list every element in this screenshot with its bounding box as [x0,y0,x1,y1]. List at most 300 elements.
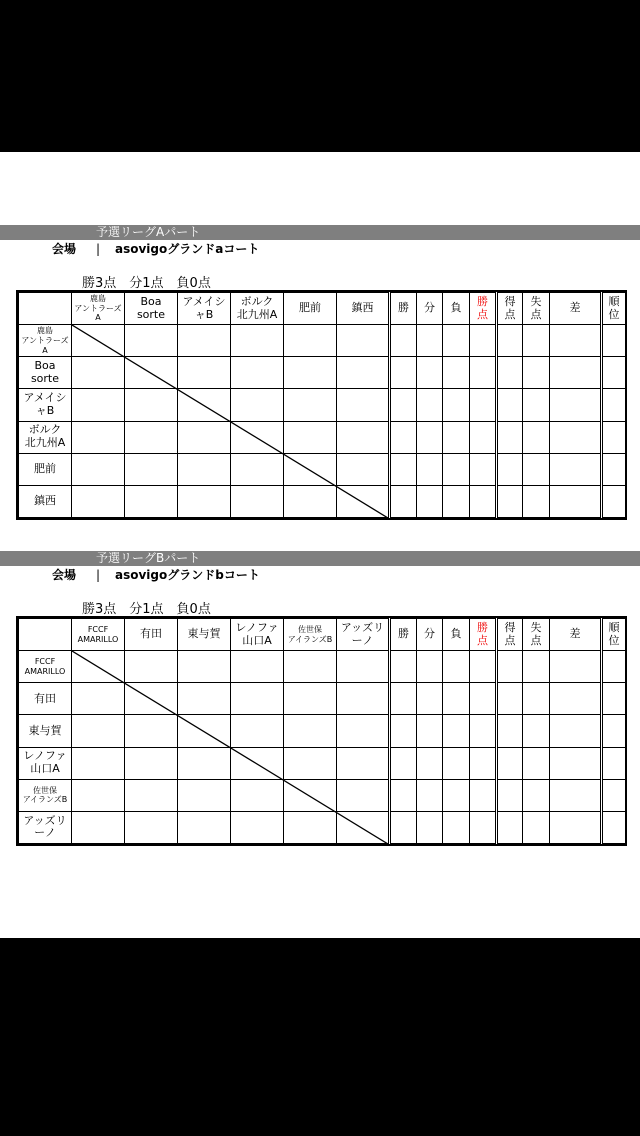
table-row [19,421,626,453]
stat-column-header [497,293,523,325]
stat-cell[interactable] [523,389,550,421]
cell-text: FCCF [87,624,109,634]
venue-name: asovigoグランドbコート [115,568,260,582]
table-row [19,357,626,389]
match-result-cell[interactable] [231,421,284,453]
cell-text: ボルク [28,423,62,437]
cell-text: 点 [504,633,516,647]
stat-cell[interactable] [443,453,470,485]
stat-cell[interactable] [390,651,417,683]
match-result-cell[interactable] [178,485,231,517]
points-rule-text: 勝3点 分1点 負0点 [82,602,211,617]
stat-cell[interactable] [470,389,497,421]
league-a-section [0,225,640,508]
cell-text: 鹿島 [37,326,53,336]
stat-cell[interactable] [443,651,470,683]
stat-cell[interactable] [390,715,417,747]
stat-cell[interactable] [470,453,497,485]
match-result-cell[interactable] [72,453,125,485]
stat-cell[interactable] [390,779,417,811]
match-result-cell[interactable] [284,683,337,715]
cell-text: アッズリーノ [340,620,385,647]
cell-text: 負 [450,301,462,315]
stat-cell[interactable] [390,389,417,421]
cell-text: 佐世保 [33,785,57,795]
stat-cell[interactable] [390,325,417,357]
cell-text: アメイシャB [23,391,67,417]
match-result-cell[interactable] [337,779,390,811]
stat-column-header [602,293,626,325]
cell-text: 得 [504,620,516,634]
cell-text: 有田 [34,691,56,705]
match-result-cell[interactable] [337,747,390,779]
table-row [19,779,626,811]
cell-text: 差 [569,301,581,315]
cell-text: 山口A [242,633,272,647]
team-column-header [178,293,231,325]
match-result-cell[interactable] [337,715,390,747]
match-result-cell[interactable] [72,715,125,747]
table-row [19,811,626,843]
team-row-header [19,389,72,421]
stat-cell[interactable] [602,389,626,421]
stat-cell[interactable] [470,325,497,357]
team-column-header [284,293,337,325]
team-column-header [284,619,337,651]
standings-table [18,292,626,518]
stat-cell[interactable] [443,389,470,421]
stat-column-header [417,293,443,325]
stat-cell[interactable] [417,325,443,357]
cell-text: 失 [530,620,542,634]
stat-cell[interactable] [417,683,443,715]
stat-cell[interactable] [602,683,626,715]
team-row-header [19,421,72,453]
match-result-cell[interactable] [125,357,178,389]
cell-text: 勝 [398,627,409,641]
match-result-cell[interactable] [284,715,337,747]
stat-cell[interactable] [417,485,443,517]
match-result-cell[interactable] [72,651,125,683]
stat-cell[interactable] [602,357,626,389]
match-result-cell[interactable] [284,811,337,843]
cell-text: 順 [608,620,620,634]
team-row-header [19,779,72,811]
match-result-cell[interactable] [337,325,390,357]
match-result-cell[interactable] [72,747,125,779]
cell-text: 位 [608,307,620,321]
league-b-grid [16,616,627,846]
stat-cell[interactable] [443,485,470,517]
match-result-cell[interactable] [178,811,231,843]
stat-cell[interactable] [497,651,523,683]
stat-cell[interactable] [550,683,602,715]
cell-text: sorte [136,307,166,321]
match-result-cell[interactable] [284,389,337,421]
stat-cell[interactable] [417,357,443,389]
match-result-cell[interactable] [72,325,125,357]
stat-column-header [550,293,602,325]
league-a-title: 予選リーグAパート [96,225,201,239]
cell-text: アイランズB [287,634,333,644]
stat-cell[interactable] [443,811,470,843]
stat-cell[interactable] [497,747,523,779]
stat-cell[interactable] [417,651,443,683]
match-result-cell[interactable] [72,485,125,517]
match-result-cell[interactable] [125,683,178,715]
team-column-header [125,293,178,325]
match-result-cell[interactable] [231,357,284,389]
match-result-cell[interactable] [178,715,231,747]
stat-cell[interactable] [602,325,626,357]
corner-cell [19,293,72,325]
cell-text: 差 [569,627,581,641]
league-a-grid [16,290,627,520]
league-b-section [0,551,640,840]
stat-cell[interactable] [550,421,602,453]
table-row [19,747,626,779]
stat-cell[interactable] [470,421,497,453]
stat-column-header [497,619,523,651]
match-result-cell[interactable] [284,453,337,485]
match-result-cell[interactable] [125,389,178,421]
team-row-header [19,747,72,779]
stat-cell[interactable] [550,389,602,421]
match-result-cell[interactable] [231,389,284,421]
stat-cell[interactable] [443,683,470,715]
cell-text: 勝 [477,620,488,634]
league-b-venue [0,566,640,584]
team-row-header [19,325,72,357]
match-result-cell[interactable] [72,779,125,811]
stat-column-header [443,619,470,651]
stat-cell[interactable] [390,453,417,485]
table-row [19,485,626,517]
match-result-cell[interactable] [337,683,390,715]
stat-cell[interactable] [417,421,443,453]
match-result-cell[interactable] [231,747,284,779]
league-a-venue [0,240,640,258]
stat-cell[interactable] [497,811,523,843]
cell-text: アイランズB [22,795,68,805]
cell-text: 失 [530,294,542,308]
cell-text: 点 [477,633,488,647]
cell-text: 分 [424,627,435,641]
match-result-cell[interactable] [178,325,231,357]
stat-cell[interactable] [523,453,550,485]
stat-cell[interactable] [390,683,417,715]
match-result-cell[interactable] [178,453,231,485]
table-row [19,651,626,683]
cell-text: レノファ [23,749,67,763]
match-result-cell[interactable] [178,651,231,683]
match-result-cell[interactable] [178,779,231,811]
match-result-cell[interactable] [337,811,390,843]
cell-text: Boa [140,294,162,308]
match-result-cell[interactable] [284,357,337,389]
stat-cell[interactable] [470,747,497,779]
stat-cell[interactable] [523,747,550,779]
match-result-cell[interactable] [178,389,231,421]
stat-cell[interactable] [497,357,523,389]
stat-cell[interactable] [550,779,602,811]
league-b-band [0,551,640,566]
stat-cell[interactable] [523,325,550,357]
match-result-cell[interactable] [231,715,284,747]
cell-text: 分 [424,301,435,315]
cell-text: 北九州A [24,436,66,450]
team-row-header [19,485,72,517]
team-row-header [19,651,72,683]
points-rule-text: 勝3点 分1点 負0点 [82,276,211,291]
team-column-header [337,293,390,325]
team-column-header [231,619,284,651]
cell-text: FCCF [34,657,56,667]
cell-text: アメイシャB [182,294,226,321]
stat-cell[interactable] [523,715,550,747]
stat-cell[interactable] [470,357,497,389]
cell-text: 肥前 [34,461,56,475]
stat-cell[interactable] [523,357,550,389]
match-result-cell[interactable] [231,651,284,683]
stat-cell[interactable] [523,683,550,715]
stat-cell[interactable] [602,715,626,747]
venue-separator: | [96,568,101,582]
venue-separator: | [96,242,101,256]
match-result-cell[interactable] [284,779,337,811]
match-result-cell[interactable] [125,421,178,453]
match-result-cell[interactable] [72,389,125,421]
stat-cell[interactable] [550,811,602,843]
team-column-header [231,293,284,325]
team-row-header [19,357,72,389]
document-page [0,152,640,938]
stat-cell[interactable] [550,357,602,389]
cell-text: 有田 [140,627,162,641]
match-result-cell[interactable] [125,811,178,843]
match-result-cell[interactable] [284,325,337,357]
corner-cell [19,619,72,651]
team-column-header [72,619,125,651]
stat-cell[interactable] [417,715,443,747]
stat-cell[interactable] [497,715,523,747]
match-result-cell[interactable] [72,357,125,389]
stat-column-header [523,293,550,325]
cell-text: 勝 [477,294,488,308]
team-row-header [19,715,72,747]
stat-cell[interactable] [443,747,470,779]
cell-text: 東与賀 [28,723,62,737]
match-result-cell[interactable] [337,485,390,517]
stat-cell[interactable] [602,747,626,779]
header-row [19,293,626,325]
match-result-cell[interactable] [72,683,125,715]
stat-cell[interactable] [497,485,523,517]
venue-label: 会場 [52,242,77,256]
stat-cell[interactable] [470,715,497,747]
stat-cell[interactable] [497,389,523,421]
stat-cell[interactable] [602,453,626,485]
cell-text: 佐世保 [298,624,322,634]
match-result-cell[interactable] [125,453,178,485]
cell-text: 得 [504,294,516,308]
cell-text: 鹿島 [90,294,106,304]
match-result-cell[interactable] [125,651,178,683]
stat-column-header [470,293,497,325]
points-rule [0,598,640,617]
stat-cell[interactable] [390,811,417,843]
stat-cell[interactable] [550,453,602,485]
stat-cell[interactable] [497,325,523,357]
venue-name: asovigoグランドaコート [115,242,260,256]
stat-cell[interactable] [470,651,497,683]
team-column-header [125,619,178,651]
cell-text: 山口A [30,762,60,776]
cell-text: アントラーズA [74,303,122,323]
team-row-header [19,683,72,715]
stat-cell[interactable] [602,779,626,811]
stat-cell[interactable] [443,715,470,747]
match-result-cell[interactable] [284,421,337,453]
stat-cell[interactable] [550,747,602,779]
match-result-cell[interactable] [178,357,231,389]
standings-table [18,618,626,844]
stat-column-header [470,619,497,651]
match-result-cell[interactable] [231,325,284,357]
stat-cell[interactable] [523,421,550,453]
stat-cell[interactable] [443,779,470,811]
cell-text: 鎮西 [351,301,374,315]
table-row [19,683,626,715]
match-result-cell[interactable] [231,485,284,517]
stat-cell[interactable] [470,779,497,811]
stat-cell[interactable] [443,421,470,453]
stat-cell[interactable] [497,453,523,485]
table-row [19,453,626,485]
match-result-cell[interactable] [337,421,390,453]
match-result-cell[interactable] [125,485,178,517]
stat-cell[interactable] [390,421,417,453]
stat-cell[interactable] [390,357,417,389]
stat-cell[interactable] [417,389,443,421]
stat-cell[interactable] [523,651,550,683]
match-result-cell[interactable] [284,651,337,683]
stat-column-header [417,619,443,651]
stat-cell[interactable] [497,779,523,811]
stat-column-header [443,293,470,325]
match-result-cell[interactable] [125,325,178,357]
cell-text: レノファ [235,620,279,634]
stat-cell[interactable] [602,811,626,843]
cell-text: 点 [530,307,542,321]
stat-cell[interactable] [417,779,443,811]
stat-cell[interactable] [390,747,417,779]
stat-cell[interactable] [417,747,443,779]
stat-cell[interactable] [443,357,470,389]
stat-cell[interactable] [602,421,626,453]
stat-cell[interactable] [417,811,443,843]
stat-cell[interactable] [550,715,602,747]
match-result-cell[interactable] [72,421,125,453]
cell-text: 肥前 [299,301,321,315]
header-row [19,619,626,651]
points-rule [0,272,640,291]
stat-column-header [550,619,602,651]
league-b-title: 予選リーグBパート [96,551,201,565]
stat-cell[interactable] [417,453,443,485]
team-column-header [337,619,390,651]
match-result-cell[interactable] [337,453,390,485]
match-result-cell[interactable] [231,683,284,715]
cell-text: 点 [477,307,488,321]
cell-text: AMARILLO [77,634,119,644]
match-result-cell[interactable] [178,683,231,715]
cell-text: 勝 [398,301,409,315]
match-result-cell[interactable] [337,651,390,683]
stat-cell[interactable] [523,779,550,811]
stat-cell[interactable] [497,421,523,453]
stat-cell[interactable] [470,683,497,715]
stat-cell[interactable] [550,325,602,357]
table-row [19,389,626,421]
stat-cell[interactable] [390,485,417,517]
match-result-cell[interactable] [72,811,125,843]
match-result-cell[interactable] [284,747,337,779]
stat-column-header [602,619,626,651]
match-result-cell[interactable] [178,421,231,453]
stat-cell[interactable] [602,485,626,517]
cell-text: 点 [504,307,516,321]
cell-text: 北九州A [236,307,278,321]
match-result-cell[interactable] [125,747,178,779]
cell-text: アントラーズA [21,335,69,355]
stat-cell[interactable] [470,485,497,517]
team-column-header [178,619,231,651]
cell-text: ボルク [240,294,274,308]
team-row-header [19,453,72,485]
stat-cell[interactable] [550,485,602,517]
stat-cell[interactable] [550,651,602,683]
cell-text: sorte [30,371,60,385]
stat-column-header [523,619,550,651]
stat-cell[interactable] [602,651,626,683]
match-result-cell[interactable] [231,811,284,843]
stat-cell[interactable] [443,325,470,357]
match-result-cell[interactable] [231,453,284,485]
cell-text: アッズリーノ [23,813,67,840]
league-a-band [0,225,640,240]
cell-text: 位 [608,633,620,647]
match-result-cell[interactable] [284,485,337,517]
match-result-cell[interactable] [231,779,284,811]
match-result-cell[interactable] [337,389,390,421]
venue-label: 会場 [52,568,77,582]
match-result-cell[interactable] [125,715,178,747]
stat-cell[interactable] [470,811,497,843]
table-row [19,325,626,357]
stat-cell[interactable] [523,485,550,517]
match-result-cell[interactable] [337,357,390,389]
cell-text: 点 [530,633,542,647]
stat-cell[interactable] [523,811,550,843]
cell-text: 負 [450,627,462,641]
match-result-cell[interactable] [125,779,178,811]
match-result-cell[interactable] [178,747,231,779]
cell-text: 順 [608,294,620,308]
cell-text: 東与賀 [187,627,221,641]
stat-cell[interactable] [497,683,523,715]
cell-text: 鎮西 [34,494,56,508]
